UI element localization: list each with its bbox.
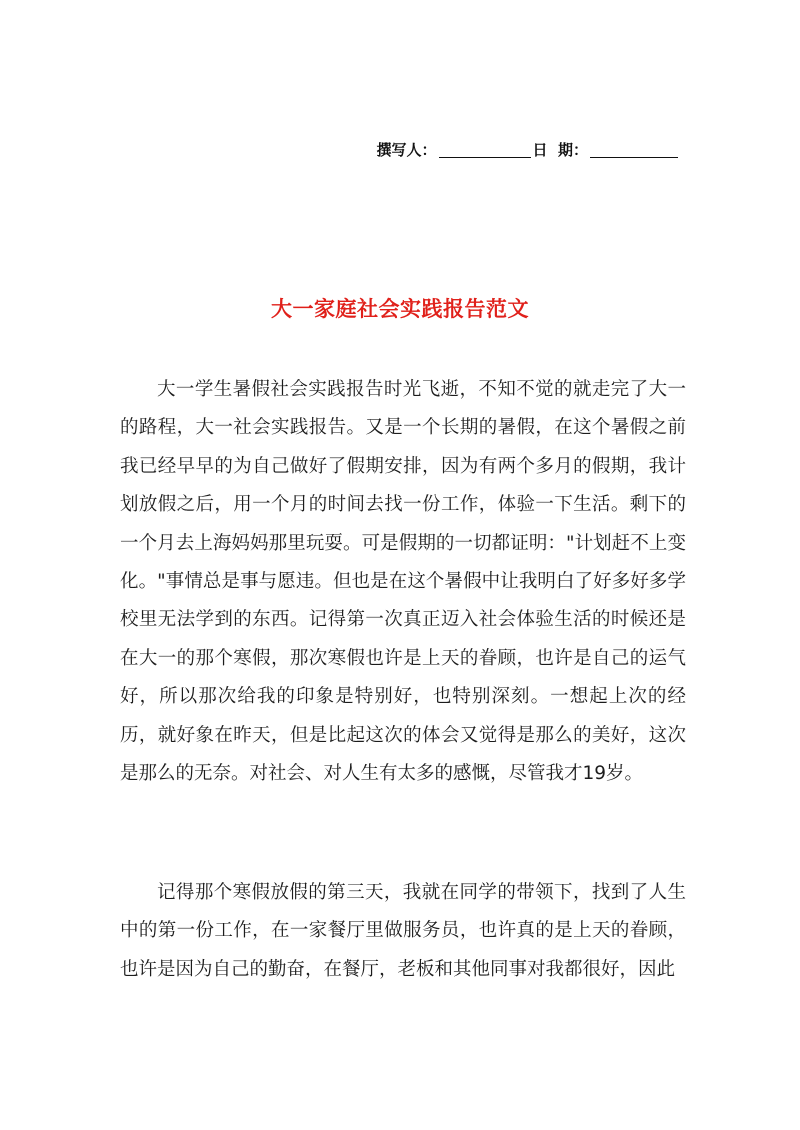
author-label: 撰写人： <box>376 141 437 159</box>
paragraph-text: 记得那个寒假放假的第三天，我就在同学的带领下，找到了人生中的第一份工作，在一家餐厅里做服务员，也许真的是上天的眷顾，也许是因为自己的勤奋，在餐厅，老板和其他同事对我都很好，因此 <box>120 882 686 980</box>
date-blank-field <box>590 142 678 158</box>
author-blank-field <box>439 142 531 158</box>
date-label: 日 期： <box>532 141 588 159</box>
document-title: 大一家庭社会实践报告范文 <box>271 297 529 321</box>
paragraph-2 <box>120 874 686 989</box>
author-date-line <box>377 139 680 160</box>
paragraph-1 <box>120 371 686 793</box>
paragraph-text: 大一学生暑假社会实践报告时光飞逝，不知不觉的就走完了大一的路程，大一社会实践报告。又是一个长期的暑假，在这个暑假之前我已经早早的为自己做好了假期安排，因为有两个多月的假期，我计划放假之后，用一个月的时间去找一份工作，体验一下生活。剩下的一个月去上海妈妈那里玩耍。可是假期的一切都证明："计划赶不上变化。"事情总是事与愿违。但也是在这个暑假中让我明白了好多好多学校里无法学到的东西。记得第一次真正迈入社会体验生活的时候还是在大一的那个寒假，那次寒假也许是上天的眷顾，也许是自己的运气好，所以那次给我的印象是特别好，也特别深刻。一想起上次的经历，就好象在昨天，但是比起这次的体会又觉得是那么的美好，这次是那么的无奈。对社会、对人生有太多的感慨，尽管我才19岁。 <box>120 379 686 785</box>
